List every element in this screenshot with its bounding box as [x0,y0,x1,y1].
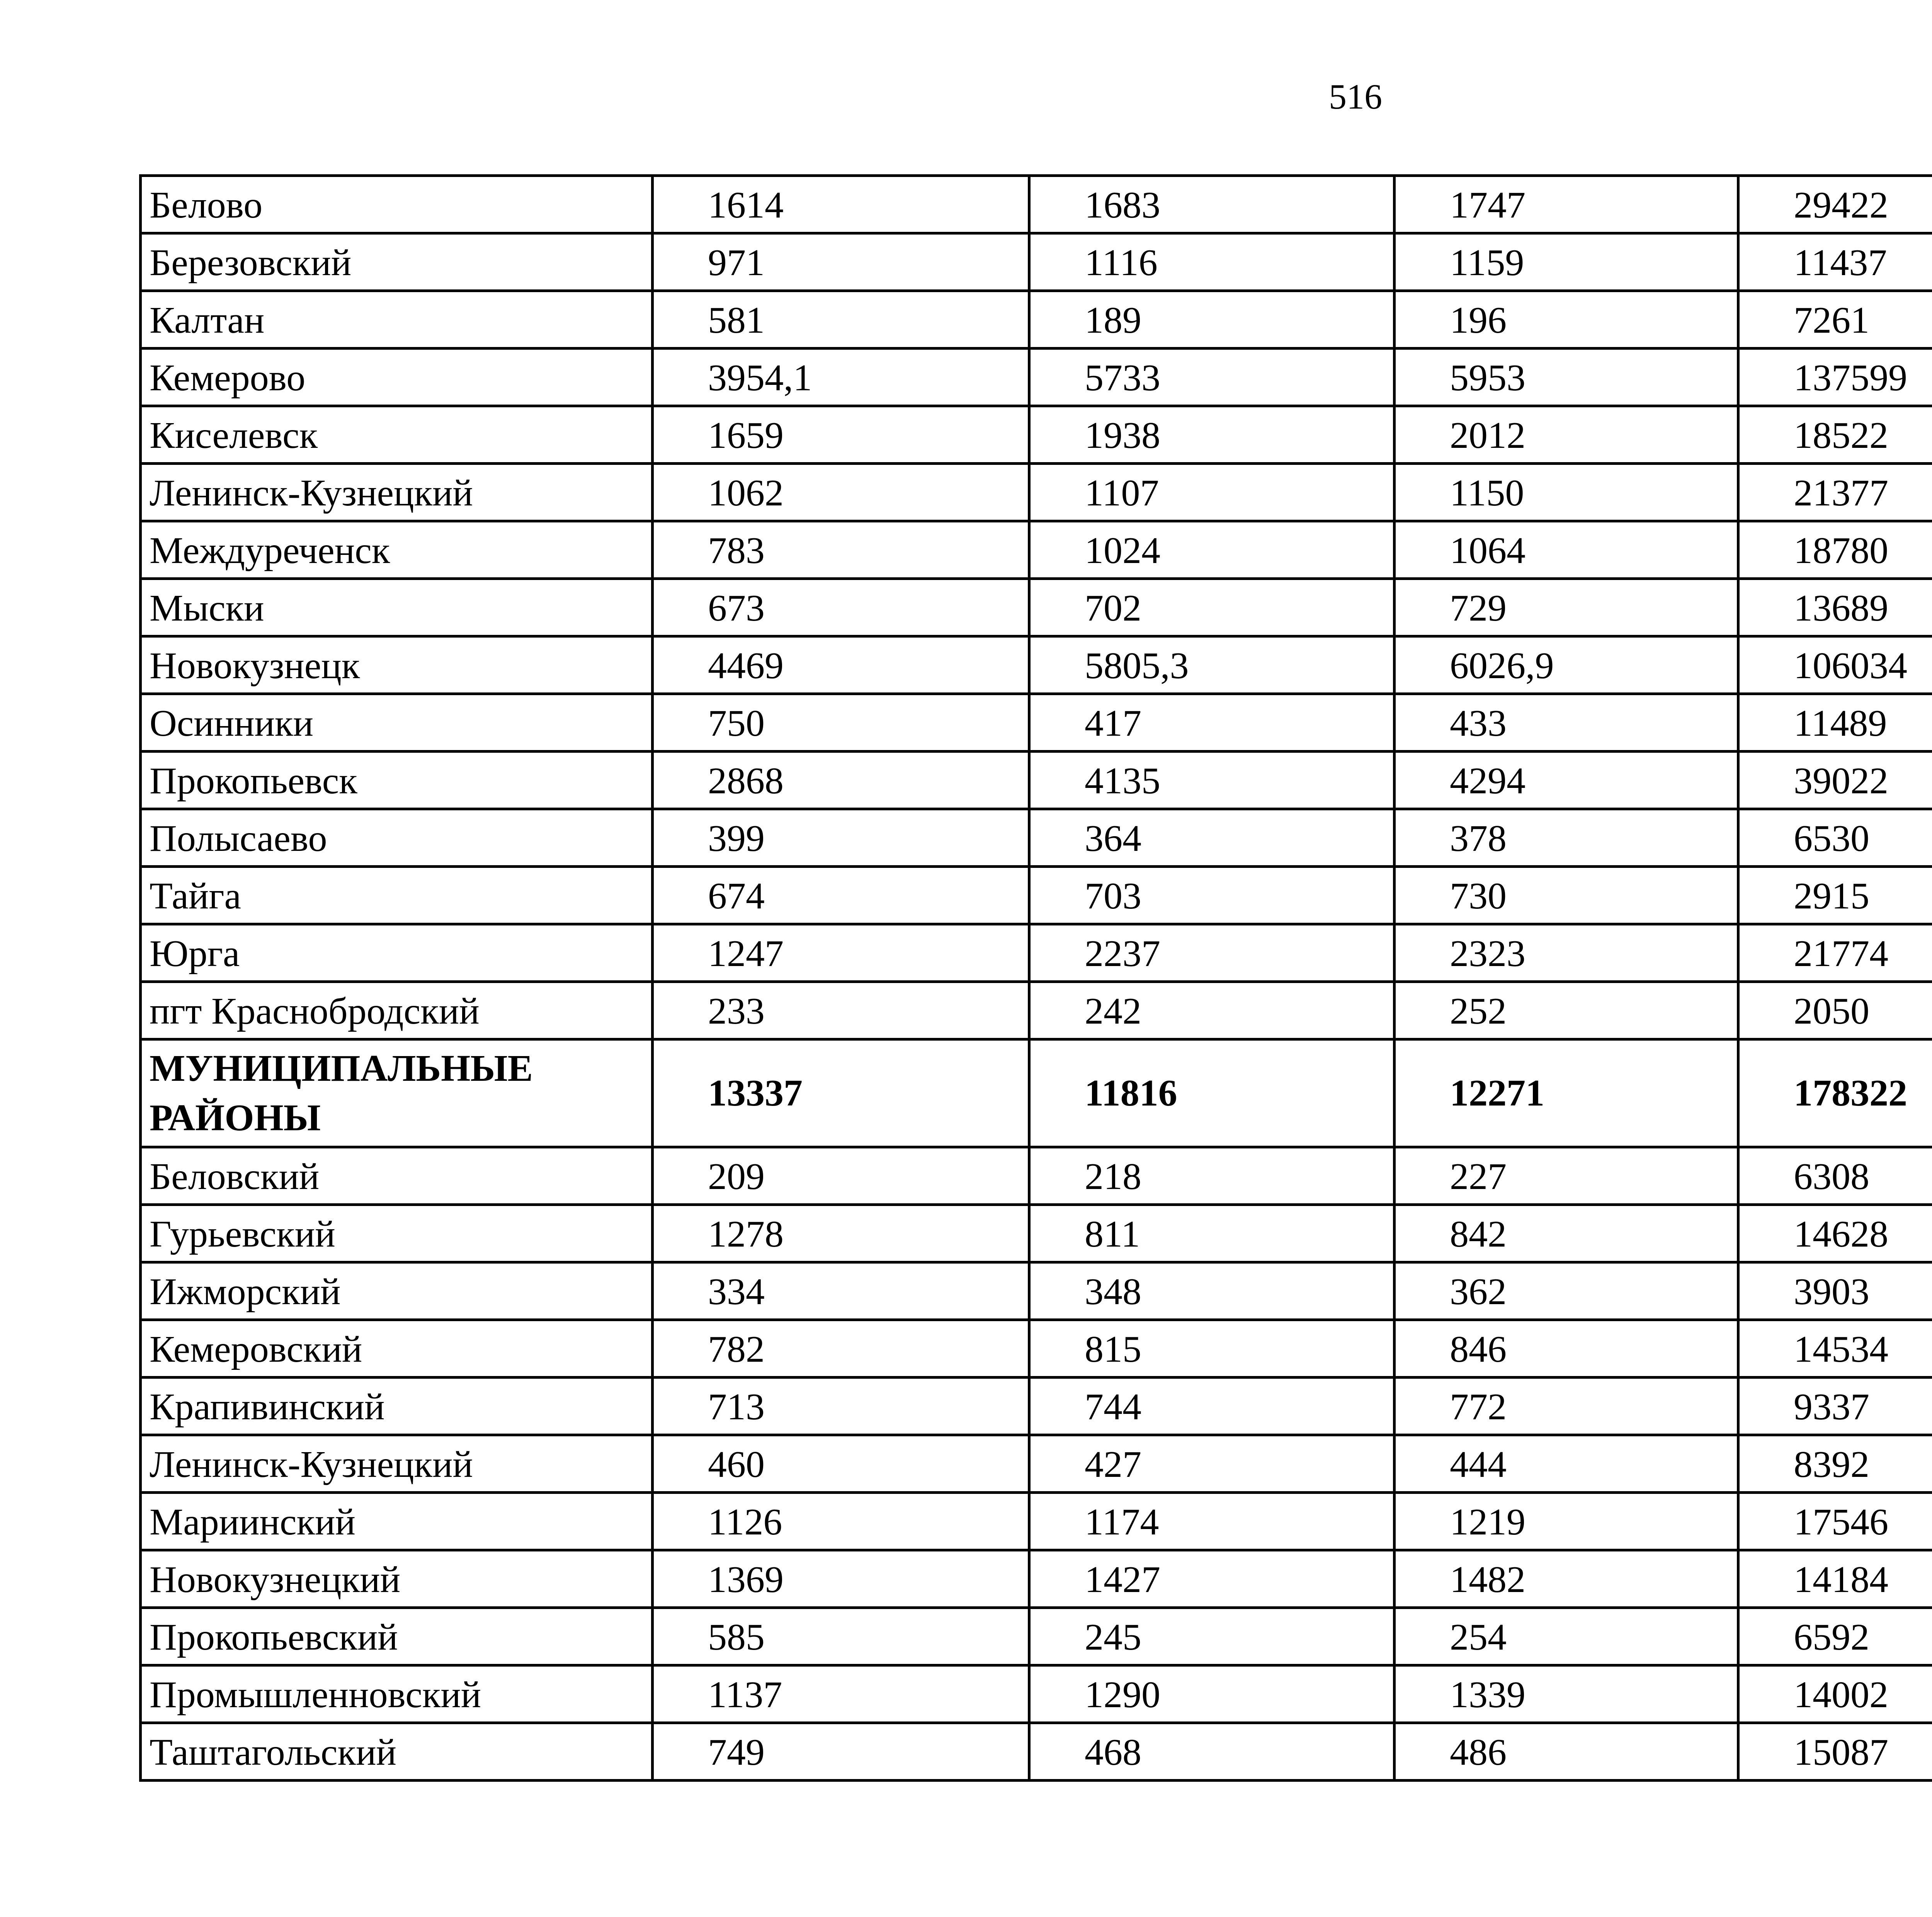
value-cell: 9337 [1738,1378,1932,1435]
row-name-cell: пгт Краснобродский [141,982,653,1039]
value-cell: 2050 [1738,982,1932,1039]
value-cell: 14534 [1738,1320,1932,1378]
value-cell: 1339 [1395,1665,1738,1723]
row-name-cell: Осинники [141,694,653,752]
value-cell: 1747 [1395,176,1738,233]
value-cell: 1107 [1029,464,1395,521]
row-name-cell: Прокопьевск [141,752,653,809]
row-name-cell: Березовский [141,233,653,291]
value-cell: 971 [653,233,1029,291]
value-cell: 674 [653,867,1029,924]
row-name-cell: Промышленновский [141,1665,653,1723]
value-cell: 460 [653,1435,1029,1493]
row-name-cell: Мариинский [141,1493,653,1550]
value-cell: 348 [1029,1262,1395,1320]
table-row [141,1550,1932,1608]
value-cell: 1064 [1395,521,1738,579]
value-cell: 13337 [653,1039,1029,1147]
value-cell: 196 [1395,291,1738,349]
row-name-cell: Полысаево [141,809,653,867]
row-name-cell: Мыски [141,579,653,636]
table-row [141,1435,1932,1493]
table-row [141,1723,1932,1781]
value-cell: 2868 [653,752,1029,809]
table-row [141,694,1932,752]
value-cell: 433 [1395,694,1738,752]
value-cell: 21377 [1738,464,1932,521]
value-cell: 1062 [653,464,1029,521]
value-cell: 242 [1029,982,1395,1039]
value-cell: 782 [653,1320,1029,1378]
table-row [141,1147,1932,1205]
row-name-cell: Прокопьевский [141,1608,653,1665]
table-row [141,464,1932,521]
table-row [141,233,1932,291]
table-row [141,1608,1932,1665]
value-cell: 4469 [653,636,1029,694]
row-name-cell: Калтан [141,291,653,349]
value-cell: 3903 [1738,1262,1932,1320]
value-cell: 1174 [1029,1493,1395,1550]
value-cell: 5805,3 [1029,636,1395,694]
value-cell: 749 [653,1723,1029,1781]
value-cell: 362 [1395,1262,1738,1320]
value-cell: 5953 [1395,349,1738,406]
value-cell: 14184 [1738,1550,1932,1608]
value-cell: 18522 [1738,406,1932,464]
value-cell: 6530 [1738,809,1932,867]
value-cell: 811 [1029,1205,1395,1262]
value-cell: 815 [1029,1320,1395,1378]
value-cell: 1369 [653,1550,1029,1608]
value-cell: 1247 [653,924,1029,982]
row-name-cell: МУНИЦИПАЛЬНЫЕ РАЙОНЫ [141,1039,653,1147]
value-cell: 1278 [653,1205,1029,1262]
value-cell: 233 [653,982,1029,1039]
value-cell: 209 [653,1147,1029,1205]
value-cell: 7261 [1738,291,1932,349]
value-cell: 417 [1029,694,1395,752]
value-cell: 14002 [1738,1665,1932,1723]
table-row [141,1493,1932,1550]
value-cell: 703 [1029,867,1395,924]
value-cell: 1219 [1395,1493,1738,1550]
value-cell: 730 [1395,867,1738,924]
value-cell: 772 [1395,1378,1738,1435]
value-cell: 1614 [653,176,1029,233]
value-cell: 1427 [1029,1550,1395,1608]
row-name-cell: Новокузнецк [141,636,653,694]
value-cell: 8392 [1738,1435,1932,1493]
table-row [141,406,1932,464]
value-cell: 21774 [1738,924,1932,982]
value-cell: 189 [1029,291,1395,349]
value-cell: 842 [1395,1205,1738,1262]
value-cell: 39022 [1738,752,1932,809]
value-cell: 4294 [1395,752,1738,809]
value-cell: 29422 [1738,176,1932,233]
row-name-cell: Крапивинский [141,1378,653,1435]
value-cell: 2012 [1395,406,1738,464]
value-cell: 4135 [1029,752,1395,809]
row-name-cell: Тайга [141,867,653,924]
table-row [141,579,1932,636]
value-cell: 1126 [653,1493,1029,1550]
table-row [141,521,1932,579]
value-cell: 218 [1029,1147,1395,1205]
table-row [141,752,1932,809]
value-cell: 227 [1395,1147,1738,1205]
value-cell: 713 [653,1378,1029,1435]
row-name-cell: Кемеровский [141,1320,653,1378]
value-cell: 106034 [1738,636,1932,694]
value-cell: 245 [1029,1608,1395,1665]
row-name-cell: Междуреченск [141,521,653,579]
value-cell: 1659 [653,406,1029,464]
value-cell: 1482 [1395,1550,1738,1608]
value-cell: 13689 [1738,579,1932,636]
table-row [141,1039,1932,1147]
value-cell: 2915 [1738,867,1932,924]
value-cell: 137599 [1738,349,1932,406]
table-row [141,809,1932,867]
table-row [141,291,1932,349]
value-cell: 5733 [1029,349,1395,406]
row-name-cell: Беловский [141,1147,653,1205]
value-cell: 486 [1395,1723,1738,1781]
value-cell: 729 [1395,579,1738,636]
value-cell: 1150 [1395,464,1738,521]
row-name-cell: Белово [141,176,653,233]
row-name-cell: Новокузнецкий [141,1550,653,1608]
table-row [141,1320,1932,1378]
value-cell: 468 [1029,1723,1395,1781]
value-cell: 364 [1029,809,1395,867]
table-row [141,1262,1932,1320]
value-cell: 846 [1395,1320,1738,1378]
row-name-cell: Кемерово [141,349,653,406]
page-number: 516 [1329,77,1382,116]
table-row [141,982,1932,1039]
value-cell: 18780 [1738,521,1932,579]
row-name-cell: Ленинск-Кузнецкий [141,1435,653,1493]
value-cell: 378 [1395,809,1738,867]
value-cell: 581 [653,291,1029,349]
value-cell: 254 [1395,1608,1738,1665]
value-cell: 1159 [1395,233,1738,291]
value-cell: 427 [1029,1435,1395,1493]
value-cell: 1290 [1029,1665,1395,1723]
value-cell: 744 [1029,1378,1395,1435]
value-cell: 11816 [1029,1039,1395,1147]
row-name-cell: Гурьевский [141,1205,653,1262]
value-cell: 178322 [1738,1039,1932,1147]
value-cell: 6592 [1738,1608,1932,1665]
value-cell: 1683 [1029,176,1395,233]
value-cell: 783 [653,521,1029,579]
value-cell: 15087 [1738,1723,1932,1781]
table-row [141,349,1932,406]
row-name-cell: Киселевск [141,406,653,464]
value-cell: 12271 [1395,1039,1738,1147]
data-table [139,174,1932,1782]
value-cell: 444 [1395,1435,1738,1493]
table-row [141,1378,1932,1435]
value-cell: 14628 [1738,1205,1932,1262]
table-row [141,176,1932,233]
table-body [141,176,1932,1781]
value-cell: 6026,9 [1395,636,1738,694]
table-row [141,924,1932,982]
value-cell: 750 [653,694,1029,752]
value-cell: 585 [653,1608,1029,1665]
value-cell: 1024 [1029,521,1395,579]
value-cell: 334 [653,1262,1029,1320]
row-name-cell: Юрга [141,924,653,982]
value-cell: 673 [653,579,1029,636]
table-row [141,636,1932,694]
value-cell: 252 [1395,982,1738,1039]
row-name-cell: Ижморский [141,1262,653,1320]
table-row [141,1665,1932,1723]
value-cell: 6308 [1738,1147,1932,1205]
value-cell: 702 [1029,579,1395,636]
value-cell: 1137 [653,1665,1029,1723]
value-cell: 399 [653,809,1029,867]
table-row [141,1205,1932,1262]
value-cell: 11437 [1738,233,1932,291]
value-cell: 2323 [1395,924,1738,982]
value-cell: 11489 [1738,694,1932,752]
table-row [141,867,1932,924]
row-name-cell: Ленинск-Кузнецкий [141,464,653,521]
value-cell: 17546 [1738,1493,1932,1550]
value-cell: 2237 [1029,924,1395,982]
value-cell: 3954,1 [653,349,1029,406]
value-cell: 1938 [1029,406,1395,464]
value-cell: 1116 [1029,233,1395,291]
row-name-cell: Таштагольский [141,1723,653,1781]
